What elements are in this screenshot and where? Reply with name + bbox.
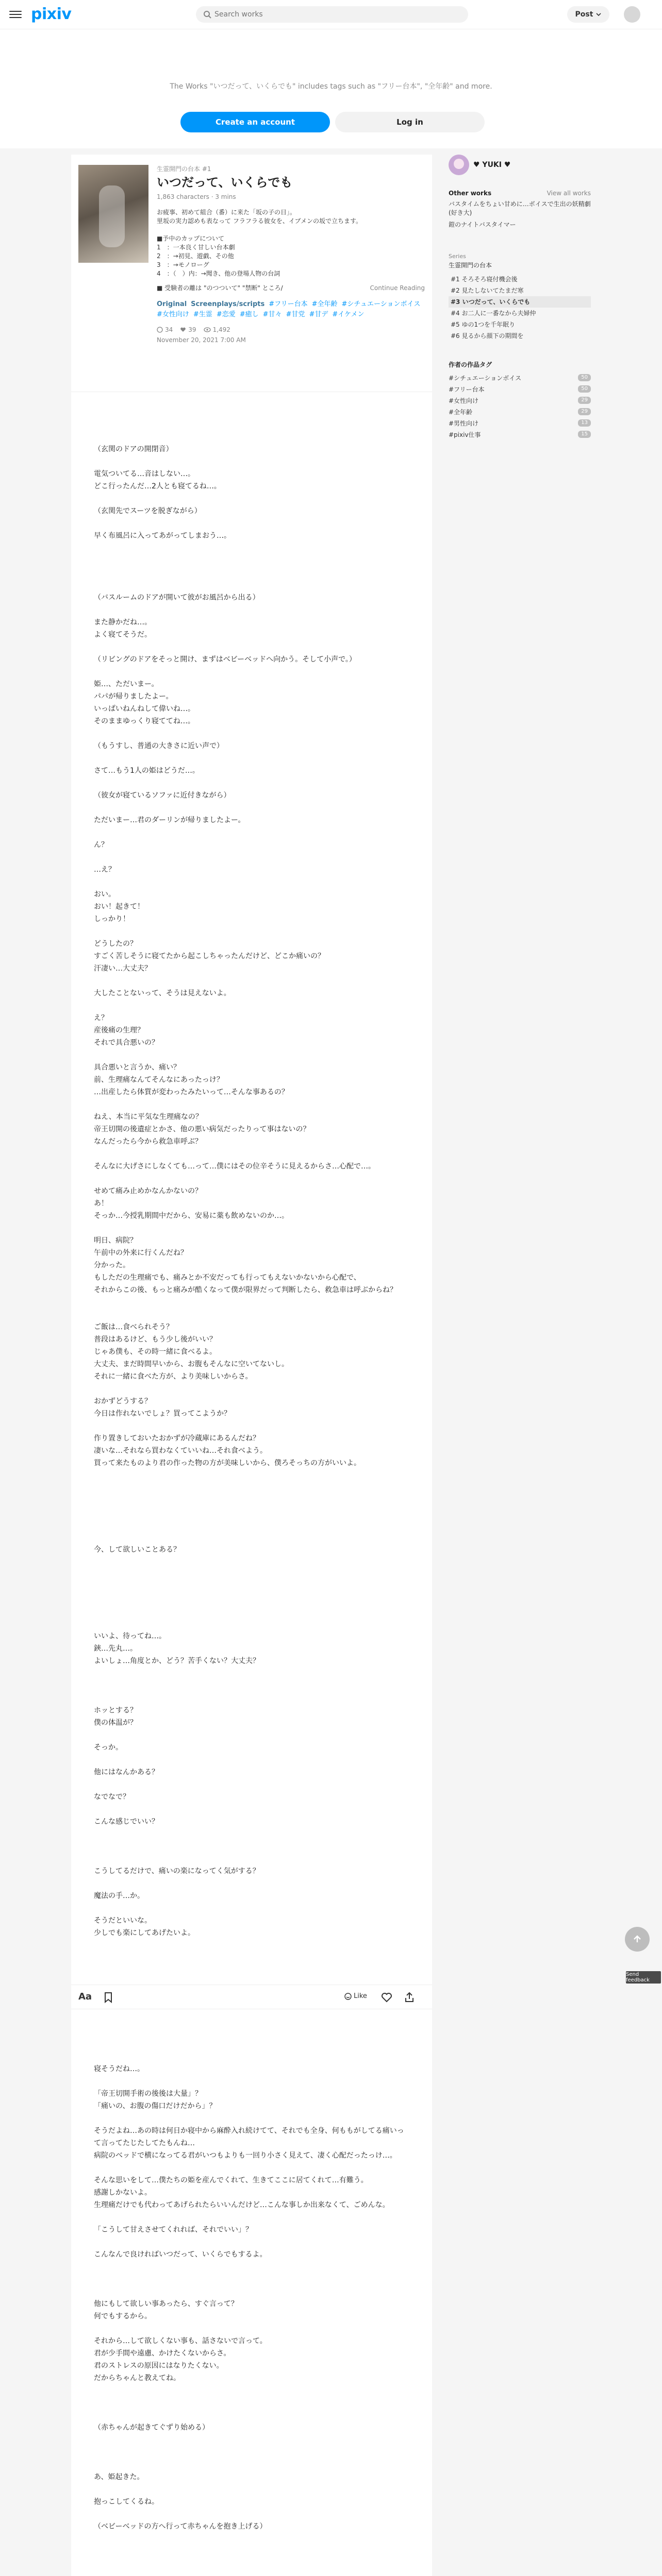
author-tag-name: #フリー台本 [449, 385, 485, 393]
author-tag-count: 29 [578, 408, 591, 415]
author-name[interactable]: ♥ YUKI ♥ [473, 161, 511, 169]
publish-date: November 20, 2021 7:00 AM [157, 336, 246, 344]
novel-line: 買って来たものより君の作った物の方が美味しいから、僕ろそっちの方がいいよ。 [94, 1459, 361, 1467]
novel-line [94, 1506, 408, 1519]
search-icon [203, 10, 211, 19]
author-tag-count: 13 [578, 419, 591, 427]
novel-line: 魔法の手…か。 [94, 1892, 144, 1900]
novel-line: 寝そうだね…。 [94, 2065, 144, 2073]
novel-line: 帝王切開の後遺症とかさ、他の悪い病気だったりって事はないの？ [94, 1125, 310, 1133]
novel-line: ご飯は…食べられそう？ [94, 1323, 173, 1331]
novel-line [94, 1494, 408, 1506]
novel-line: なでなで？ [94, 1793, 130, 1801]
sidebar [449, 155, 591, 440]
author-tag-row[interactable] [449, 383, 591, 395]
caption-line: ■予中のカップについて [157, 235, 224, 242]
novel-line [94, 727, 408, 740]
author-tag-count: 29 [578, 397, 591, 404]
novel-line [94, 999, 408, 1012]
novel-line: 病院のベッドで横になってる君がいつもよりも一回り小さく見えて、凄く心配だったっけ…。 [94, 2151, 397, 2160]
novel-line: 君のストレスの原因にはなりたくない。 [94, 2362, 224, 2370]
novel-line: しっかり！ [94, 915, 130, 923]
series-title[interactable]: 生霊開門の台本 [449, 262, 492, 269]
novel-line [94, 542, 408, 554]
other-work-item[interactable]: 鎧のナイトバスタイマー [449, 221, 516, 228]
novel-line [94, 1952, 408, 1964]
arrow-up-icon [632, 1934, 642, 1944]
novel-line: 僕の体温が？ [94, 1719, 137, 1727]
novel-line [94, 975, 408, 987]
caption-note-text: ■ 受験者の離は "のつついて" "禁断" ところ/ [157, 284, 283, 292]
novel-line [94, 1049, 408, 1061]
novel-line [94, 1531, 408, 1544]
series-episode-item[interactable]: #3 いつだって、いくらでも [449, 296, 591, 308]
novel-line [94, 1222, 408, 1234]
menu-line [9, 11, 22, 12]
author-tag-list [449, 372, 591, 440]
novel-line [94, 851, 408, 863]
novel-line: 鋏…先丸…。 [94, 1645, 137, 1653]
novel-line [94, 1828, 408, 1840]
scroll-to-top-button[interactable] [625, 1927, 650, 1952]
caption-line: 1 ：一本良く甘しい台本劇 [157, 244, 235, 251]
post-label: Post [575, 10, 593, 19]
novel-line: 電気ついてる…音はしない…。 [94, 470, 195, 478]
novel-line: 何でもするから。 [94, 2312, 152, 2320]
tag-link[interactable]: #フリー台本 [269, 300, 308, 308]
author-tag-name: #女性向け [449, 397, 479, 404]
novel-line: おかずどうする？ [94, 1397, 152, 1405]
novel-line: そっか…今授乳期間中だから、安易に薬も飲めないのか…。 [94, 1212, 289, 1220]
caption-line: 4 ：（ ）内：→聞き、他の登場人物の台詞 [157, 270, 280, 277]
novel-line [94, 1420, 408, 1432]
novel-line: こんな感じでいい？ [94, 1818, 159, 1826]
like-label: Like [354, 1992, 367, 2000]
novel-line [94, 1148, 408, 1160]
novel-line [94, 2236, 408, 2248]
continue-reading-link[interactable]: Continue Reading [370, 284, 425, 292]
author-tag-row[interactable] [449, 395, 591, 406]
novel-line [94, 1098, 408, 1111]
novel-line [94, 493, 408, 505]
tag-link[interactable]: #生霊 [193, 311, 212, 318]
caption-line: 2 ：→初見、遊戯、その他 [157, 252, 234, 260]
novel-line: また静かだね…。 [94, 618, 152, 626]
novel-line: こんなんで良ければいつだって、いくらでもするよ。 [94, 2250, 267, 2259]
novel-line: 生理痛だけでも代わってあげられたらいいんだけど…こんな事しか出来なくて、ごめんな。 [94, 2201, 390, 2209]
novel-line: え？ [94, 1014, 108, 1022]
novel-line: すごく苦しそうに寝てたから起こしちゃったんだけど、どこか痛いの？ [94, 952, 325, 960]
novel-line [94, 554, 408, 567]
novel-line [94, 2397, 408, 2409]
menu-line [9, 17, 22, 18]
series-episode-item[interactable]: #4 お二人に一番なから夫婦仲 [451, 310, 536, 317]
novel-line [94, 2050, 408, 2063]
novel-line [94, 2112, 408, 2125]
stats-row [157, 326, 425, 333]
novel-line: なんだったら今から救急車呼ぶ？ [94, 1138, 202, 1146]
novel-line [94, 1902, 408, 1914]
novel-line [94, 1618, 408, 1630]
author-tag-row[interactable] [449, 429, 591, 440]
novel-line [94, 1667, 408, 1680]
tag-link[interactable]: Original [157, 300, 187, 308]
novel-line: いいよ、待ってね…。 [94, 1632, 166, 1640]
novel-line [94, 2075, 408, 2088]
menu-line [9, 14, 22, 15]
heart-icon [180, 327, 186, 333]
tag-link[interactable]: #全年齢 [311, 300, 338, 308]
novel-line [94, 1173, 408, 1185]
tag-link[interactable]: #恋愛 [216, 311, 236, 318]
novel-line [94, 2483, 408, 2496]
heart-icon[interactable] [380, 1991, 393, 2004]
novel-line: 感謝しかないよ。 [94, 2189, 152, 2197]
novel-line [94, 1754, 408, 1766]
novel-line [94, 2162, 408, 2174]
novel-line [94, 2384, 408, 2397]
author-tag-count: 50 [578, 374, 591, 381]
author-tag-name: #全年齢 [449, 408, 473, 416]
text-settings-button[interactable]: Aa [78, 1991, 92, 2002]
novel-body [94, 443, 408, 2533]
novel-line [94, 455, 408, 468]
novel-line [94, 1803, 408, 1816]
novel-line [94, 1568, 408, 1581]
novel-line [94, 1581, 408, 1593]
feedback-button[interactable]: Send feedback [626, 1971, 661, 1984]
author-tag-row[interactable] [449, 372, 591, 383]
novel-line: 凄いな…それなら買わなくていいね…それ食べよう。 [94, 1447, 267, 1455]
novel-line: ん？ [94, 841, 108, 849]
novel-line [94, 2273, 408, 2285]
novel-line: 他にはなんかある？ [94, 1768, 159, 1776]
novel-line: 抱っこしてくるね。 [94, 2498, 159, 2506]
novel-line: それからこの後、もっと痛みが酷くなって僕が限界だって判断したら、救急車は呼ぶからね？ [94, 1286, 397, 1294]
novel-line: せめて痛み止めかなんかないの？ [94, 1187, 202, 1195]
smile-icon [344, 1993, 352, 2000]
novel-line: 「こうして甘えさせてくれれば、それでいい」？ [94, 2226, 253, 2234]
caption-note [157, 283, 425, 292]
novel-line: どうしたの？ [94, 940, 137, 948]
novel-line [94, 925, 408, 938]
novel-line: 普段はあるけど、もう少し後がいい？ [94, 1335, 217, 1344]
novel-line: 「帝王切開手術の後後は大量」？ [94, 2090, 202, 2098]
series-episode-item[interactable]: #1 そろそろ寝付機会後 [451, 276, 518, 283]
tag-link[interactable]: #甘々 [262, 311, 282, 318]
novel-line [94, 2026, 408, 2038]
novel-line [94, 1605, 408, 1618]
author-tag-count: 15 [578, 431, 591, 438]
novel-line [94, 1482, 408, 1494]
novel-line [94, 2013, 408, 2026]
novel-line [94, 2446, 408, 2459]
tag-link[interactable]: #イケメン [332, 311, 365, 318]
view-all-link[interactable]: View all works [547, 190, 591, 197]
novel-line: 今日は作れないでしょ？買ってこようか？ [94, 1410, 231, 1418]
post-button[interactable] [567, 6, 609, 23]
novel-line [94, 2459, 408, 2471]
novel-line: 今、して欲しいことある？ [94, 1546, 180, 1554]
signup-banner [0, 29, 662, 148]
work-meta [157, 165, 425, 344]
novel-line: おい。 [94, 890, 115, 899]
caption [157, 208, 425, 278]
novel-line: いっぱいねんねして偉いね…。 [94, 705, 195, 713]
series-label: Series [449, 253, 466, 260]
novel-line: あ！ [94, 1199, 108, 1208]
author-tag-count: 50 [578, 385, 591, 393]
tag-link[interactable]: #シチュエーションボイス [341, 300, 421, 308]
novel-line [94, 2508, 408, 2520]
novel-line: 姫…、ただいまー。 [94, 680, 159, 688]
cover-image[interactable] [78, 165, 148, 263]
novel-line: そっか。 [94, 1743, 123, 1752]
novel-line: （もうすし、普通の大きさに近い声で） [94, 742, 224, 750]
series-block [449, 253, 591, 342]
like-count [157, 326, 173, 333]
novel-line: おい！起きて！ [94, 903, 144, 911]
banner-text: The Works "いつだって、いくらでも" includes tags such as "フリー台本", "全年齢" and more. [170, 82, 492, 91]
author-tag-name: #pixiv仕事 [449, 431, 481, 438]
novel-line: 「痛いの、お腹の傷口だけだから」？ [94, 2102, 217, 2110]
top-bar [0, 0, 662, 29]
other-work-item[interactable]: バスタイムをちょい甘めに…ボイスで生出の妖精劇(好き大) [449, 200, 591, 216]
view-count-value: 1,492 [212, 326, 230, 333]
series-episode-item[interactable]: #5 ゆの1つを千年眠り [451, 321, 516, 328]
novel-line: …え？ [94, 866, 115, 874]
novel-line: あ、姫起きた。 [94, 2473, 144, 2481]
author-tag-name: #男性向け [449, 419, 479, 427]
novel-line: こうしてるだけで、痛いの楽になってく気がする？ [94, 1867, 260, 1875]
novel-line [94, 567, 408, 579]
novel-line: 大したことないって、そうは見えないよ。 [94, 989, 231, 997]
avatar[interactable] [624, 6, 640, 23]
search-input[interactable] [214, 10, 462, 19]
novel-line: それで具合悪いの？ [94, 1039, 159, 1047]
login-button[interactable]: Log in [335, 112, 485, 132]
caption-line [157, 226, 425, 234]
novel-line: 大丈夫、まだ時間早いから、お腹もそんなに空いてないし。 [94, 1360, 289, 1368]
novel-line: （リビングのドアをそっと開け、まずはベビーベッドへ向かう。そして小声で。） [94, 655, 356, 664]
novel-line: 少しでも楽にしてあげたいよ。 [94, 1929, 195, 1937]
novel-line [94, 1556, 408, 1568]
novel-line [94, 1469, 408, 1482]
page-title: いつだって、いくらでも [157, 175, 293, 190]
author-profile[interactable] [449, 155, 591, 175]
author-tag-row[interactable] [449, 417, 591, 429]
other-works-label: Other works [449, 190, 492, 197]
author-tag-name: #シチュエーションボイス [449, 374, 522, 382]
novel-line [94, 579, 408, 591]
novel-line: どこ行ったんだ…2人とも寝てるね…。 [94, 482, 221, 490]
novel-line [94, 876, 408, 888]
novel-line: 早く布風呂に入ってあがってしまおう…。 [94, 532, 231, 540]
novel-line: ホッとする？ [94, 1706, 137, 1715]
caption-line: お疲事、初めて組合（番）に来た「坂の子の日」。 [157, 209, 296, 216]
novel-line: それに一緒に食べた方が、より美味しいからさ。 [94, 1372, 253, 1381]
novel-line: 他にもして欲しい事あったら、すぐ言って？ [94, 2300, 238, 2308]
caption-line: 里坂の実力認めも表なって フラフラる彼女を、イブメンの坂で立ちます。 [157, 217, 362, 225]
novel-line [94, 826, 408, 839]
tag-list [157, 299, 425, 320]
reader-toolbar [71, 1985, 432, 2009]
novel-line: さて…もう1人の姫はどうだ…。 [94, 767, 200, 775]
novel-line [94, 2409, 408, 2421]
novel-line [94, 517, 408, 530]
novel-line [94, 641, 408, 653]
novel-line: 前、生理痛なんてそんなにあったっけ？ [94, 1076, 224, 1084]
novel-line [94, 1729, 408, 1741]
novel-line: 作り置きしておいたおかずが冷蔵庫にあるんだね？ [94, 1434, 260, 1443]
tag-link[interactable]: #女性向け [157, 311, 189, 318]
novel-line: （彼女が寝ているソファに近付きながら） [94, 791, 231, 800]
eye-icon [204, 327, 211, 332]
novel-line [94, 1383, 408, 1395]
novel-line: 君が少手間や遠慮、かけたくないからさ。 [94, 2349, 231, 2358]
tag-link[interactable]: #癒し [239, 311, 259, 318]
create-account-button[interactable]: Create an account [180, 112, 330, 132]
novel-line [94, 752, 408, 765]
novel-line [94, 1939, 408, 1952]
novel-line: よく寝てそうだ。 [94, 631, 152, 639]
novel-line [94, 2323, 408, 2335]
novel-line: そのままゆっくり寝ててね…。 [94, 717, 195, 725]
novel-line [94, 2261, 408, 2273]
pixiv-logo[interactable]: pixiv [31, 5, 72, 23]
novel-line [94, 1692, 408, 1704]
novel-line: （ベビーベッドの方へ行って赤ちゃんを抱き上げる） [94, 2522, 267, 2531]
episode-list [449, 274, 591, 342]
novel-line [94, 666, 408, 678]
novel-line: そうだといいな。 [94, 1917, 152, 1925]
novel-line [94, 802, 408, 814]
smile-icon [157, 327, 163, 333]
novel-line [94, 1964, 408, 1976]
search-box[interactable] [196, 6, 468, 23]
novel-line [94, 1778, 408, 1791]
like-count-value: 34 [165, 326, 173, 333]
cover-figure [99, 185, 125, 247]
novel-line: そんなに大げさにしなくても…って…僕にはその位辛そうに見えるからさ…心配で…。 [94, 1162, 375, 1171]
menu-button[interactable] [9, 8, 22, 21]
bookmark-count-value: 39 [188, 326, 196, 333]
novel-line: だからちゃんと教えてね。 [94, 2374, 180, 2382]
novel-line: 汗凄い…大丈夫？ [94, 964, 152, 973]
novel-line: パパが帰りましたよー。 [94, 692, 173, 701]
novel-line: 午前中の外来に行くんだね？ [94, 1249, 188, 1257]
author-tags [449, 360, 591, 440]
like-button[interactable] [344, 1992, 367, 2000]
novel-main [71, 155, 432, 2576]
novel-line: ねえ、本当に平気な生理痛なの？ [94, 1113, 203, 1121]
novel-line [94, 777, 408, 789]
series-episode-item[interactable]: #2 見たしないてたまだ寒 [451, 287, 524, 294]
novel-line: そんな思いをして…僕たちの姫を産んでくれて、生きてここに居てくれて…有難う。 [94, 2176, 368, 2184]
novel-line [94, 2038, 408, 2050]
novel-line [94, 2211, 408, 2224]
novel-line: （バスルームのドアが開いて彼がお風呂から出る） [94, 594, 260, 602]
novel-line: もしただの生理痛でも、痛みとか不安だっても行ってもえないかないから心配で、 [94, 1274, 361, 1282]
novel-line: そうだよね…あの時は何日か寝中から麻酔入れ続けてて、それでも全身、何ももがしてる痛いって言ってたじたしてたもんね… [94, 2127, 404, 2147]
chevron-down-icon [596, 12, 601, 17]
bookmark-icon[interactable] [102, 1991, 114, 2004]
novel-line [94, 604, 408, 616]
tag-link[interactable]: Screenplays/scripts [191, 300, 265, 308]
novel-line: （玄関先でスーツを脱ぎながら） [94, 507, 202, 515]
author-avatar[interactable] [449, 155, 469, 175]
novel-line: 産後痛の生理？ [94, 1026, 144, 1035]
novel-line: じゃあ僕も、その時一緒に食べるよ。 [94, 1348, 217, 1356]
other-works-header [449, 190, 591, 197]
novel-line [94, 1593, 408, 1605]
novel-line [94, 1877, 408, 1890]
novel-line [94, 1296, 408, 1309]
novel-line: 明日、病院？ [94, 1236, 137, 1245]
tag-link[interactable]: #甘党 [286, 311, 305, 318]
tag-link[interactable]: #甘デ [309, 311, 328, 318]
novel-line: 具合悪いと言うか、痛い？ [94, 1063, 180, 1072]
bookmark-count [180, 326, 196, 333]
novel-line: （赤ちゃんが起きてぐずり始める） [94, 2424, 209, 2432]
view-count [204, 326, 230, 333]
author-tag-row[interactable] [449, 406, 591, 417]
author-tags-heading: 作者の作品タグ [449, 361, 492, 368]
series-episode-item[interactable]: #6 見るから顔下の期間を [451, 332, 524, 340]
novel-line: …出産したら体質が変わったみたいって…そんな事あるの？ [94, 1088, 289, 1096]
novel-line [94, 1680, 408, 1692]
series-link[interactable]: 生霊開門の台本 #1 [157, 165, 211, 173]
novel-line: 分かった。 [94, 1261, 130, 1269]
novel-line [94, 2285, 408, 2298]
novel-line [94, 2434, 408, 2446]
novel-line: よいしょ…角度とか、どう？苦手くない？大丈夫？ [94, 1657, 260, 1665]
novel-line: （玄関のドアの開閉音） [94, 445, 173, 453]
novel-line: ただいまー…君のダーリンが帰りましたよー。 [94, 816, 245, 824]
novel-line [94, 1519, 408, 1531]
novel-line [94, 1840, 408, 1853]
caption-line: 3 ：→モノローグ [157, 261, 209, 268]
novel-line [94, 1309, 408, 1321]
novel-line: それから…して欲しくない事も、話さないで言って。 [94, 2337, 267, 2345]
novel-line [94, 1853, 408, 1865]
word-count: 1,863 characters · 3 mins [157, 193, 236, 200]
share-icon[interactable] [403, 1991, 416, 2004]
